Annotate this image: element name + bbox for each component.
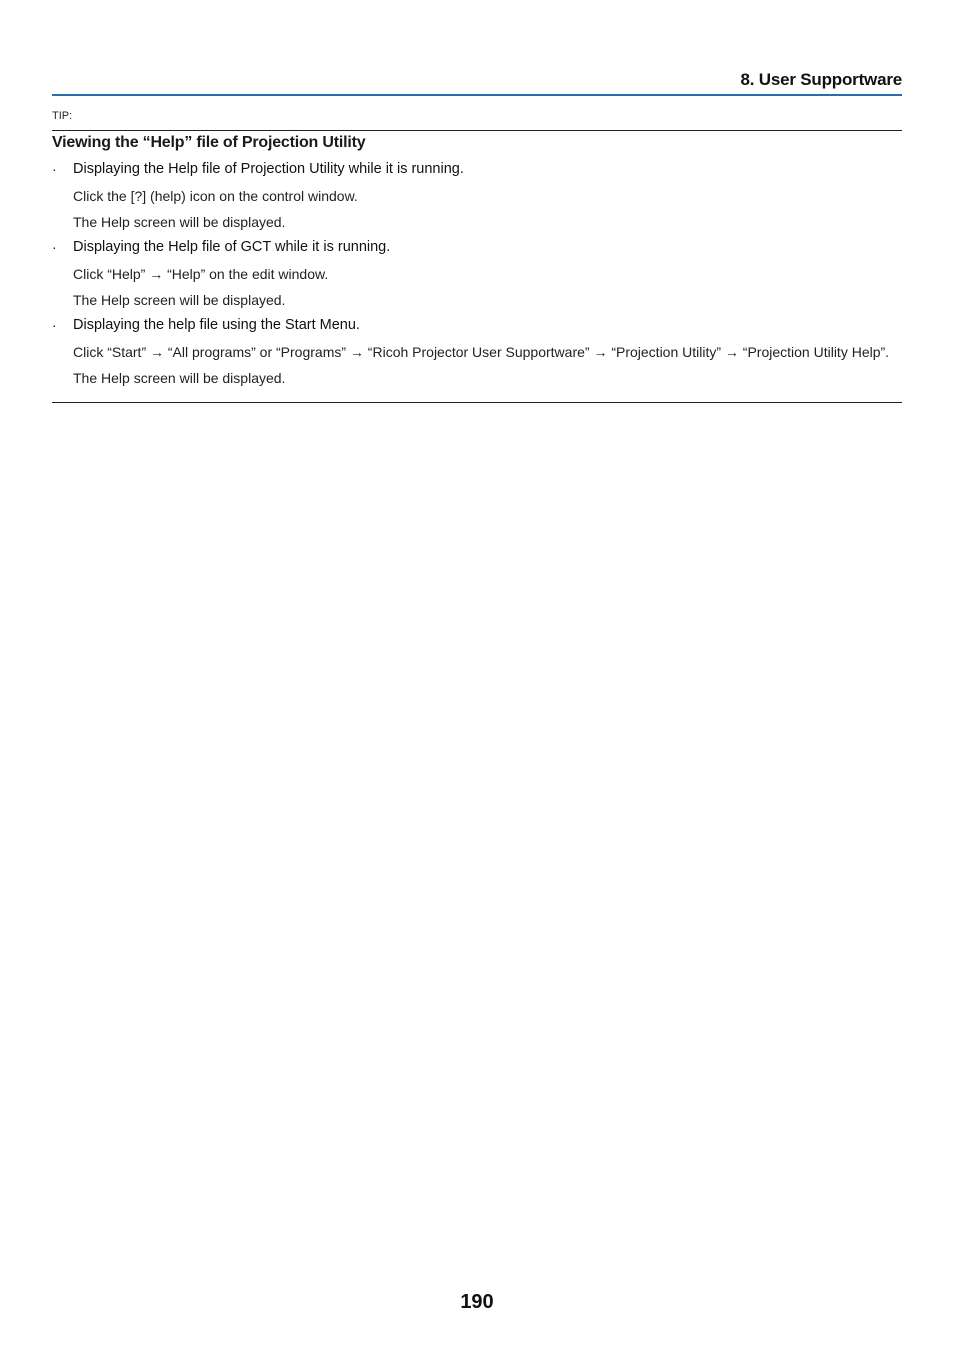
list-item-text: The Help screen will be displayed. (73, 214, 286, 230)
bullet-icon: · (52, 239, 57, 255)
tip-box (52, 130, 902, 403)
list-item-text: Click “Help” → “Help” on the edit window. (73, 266, 329, 282)
tip-heading: Viewing the “Help” file of Projection Utility (52, 134, 366, 151)
list-item-text: Click the [?] (help) icon on the control window. (73, 188, 358, 204)
list-item-text: Click “Start” → “All programs” or “Programs” → “Ricoh Projector User Supportware” → “Projection Utility” → “Projection Utility Help”. (73, 344, 890, 360)
list-item-title: Displaying the help file using the Start Menu. (73, 317, 360, 333)
page-number: 190 (460, 1291, 494, 1313)
list-item-title: Displaying the Help file of GCT while it is running. (73, 239, 391, 255)
page-header (52, 68, 902, 96)
list-item-title: Displaying the Help file of Projection Utility while it is running. (73, 161, 464, 177)
list-item (52, 160, 902, 232)
bullet-icon: · (52, 317, 57, 333)
list-item (52, 238, 902, 310)
bullet-icon: · (52, 161, 57, 177)
list-item-text: The Help screen will be displayed. (73, 292, 286, 308)
tip-label: TIP: (52, 110, 73, 122)
list-item-text: The Help screen will be displayed. (73, 370, 286, 386)
section-title: 8. User Supportware (740, 70, 902, 89)
list-item (52, 316, 902, 388)
